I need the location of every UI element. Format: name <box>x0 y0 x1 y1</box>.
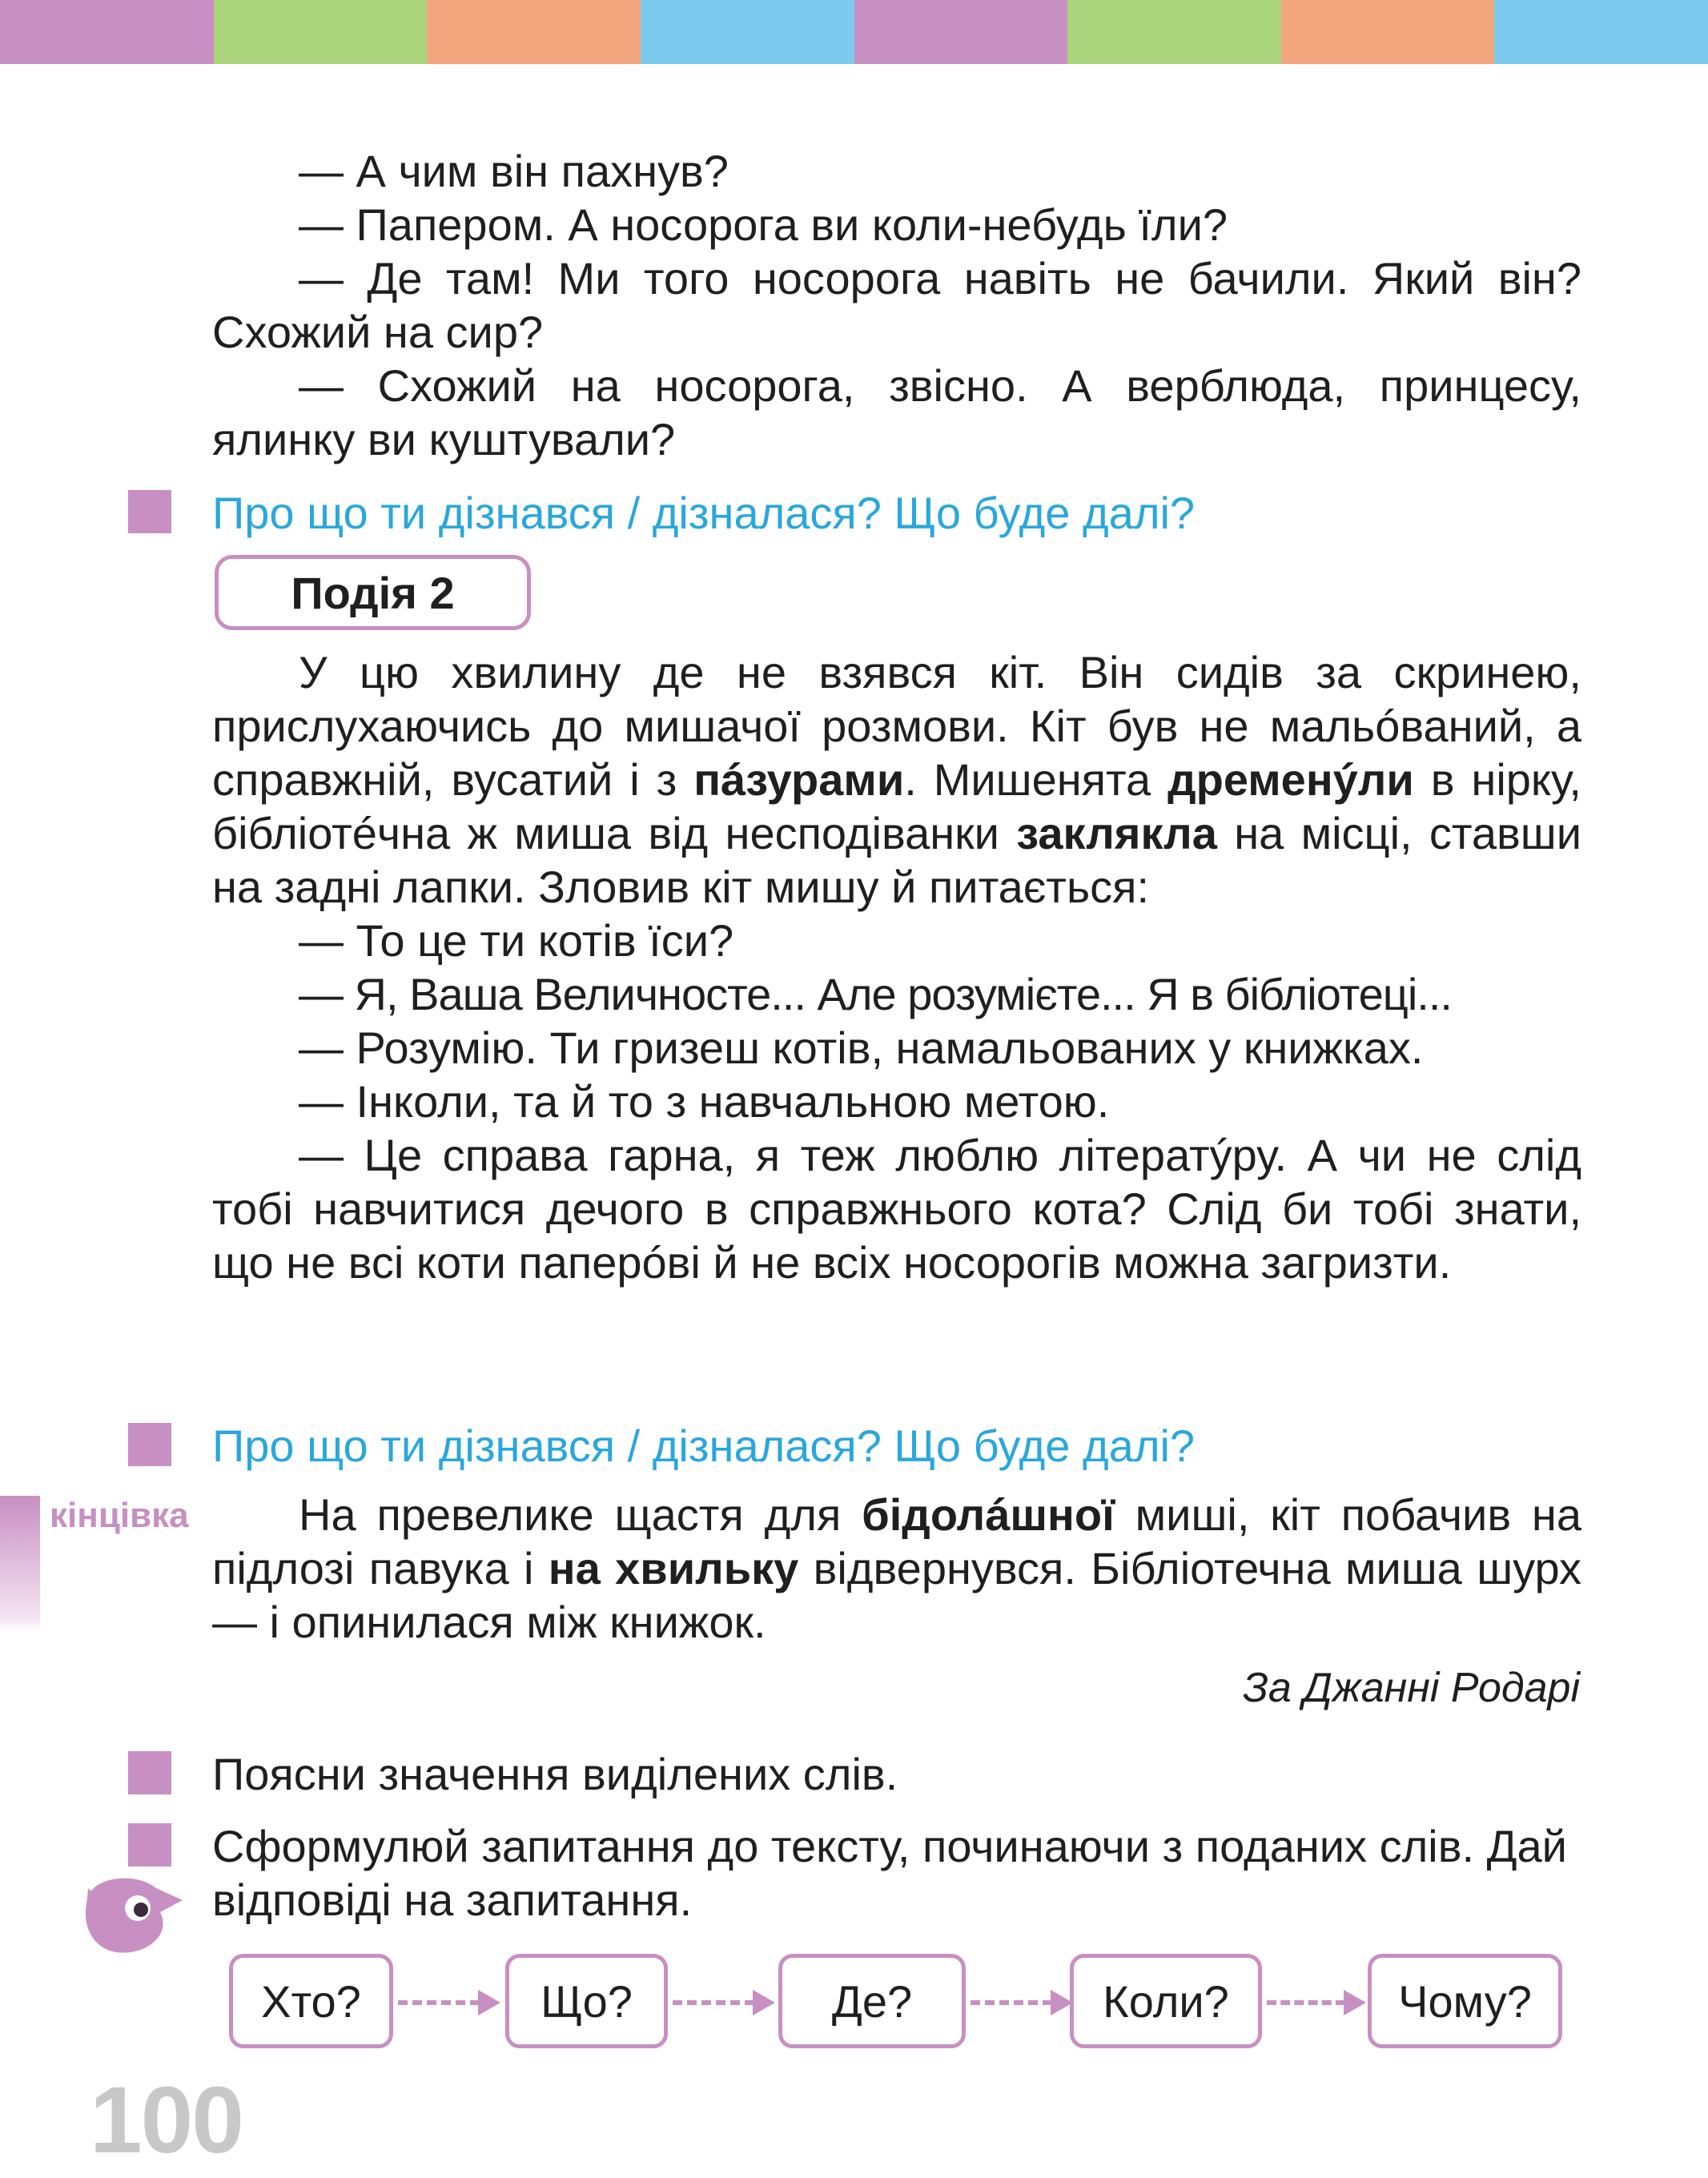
bar-segment <box>427 0 641 64</box>
question-word-box <box>778 1954 966 2048</box>
ending-label: кінцівка <box>50 1496 189 1535</box>
bar-segment <box>854 0 1068 64</box>
task-instruction: Поясни значення виділених слів. <box>212 1749 898 1799</box>
question-word: Що? <box>541 1975 633 2027</box>
arrow-right-icon <box>1267 1998 1366 2007</box>
top-color-bar <box>0 0 1708 64</box>
text-span: відвернувся. Бібліотечна миша шурх — і опинилася між книжок. <box>212 1543 1581 1647</box>
text-line: — То це ти котів їси? <box>299 915 734 966</box>
arrow-right-icon <box>971 1998 1073 2007</box>
question-words-flow <box>0 1954 1708 2053</box>
question-prompt: Про що ти дізнався / дізналася? Що буде далі? <box>212 488 1196 538</box>
text-line: — А чим він пахнув? <box>299 146 729 196</box>
text-span: На превелике щастя для <box>299 1489 862 1540</box>
question-word: Чому? <box>1398 1975 1532 2027</box>
text-line: — Інколи, та й то з навчальною метою. <box>299 1076 1110 1127</box>
task-instruction: Сформулюй запитання до тексту, починаючи з поданих слів. Дай відповіді на запитання. <box>212 1821 1567 1925</box>
text-span: . Мишенята <box>904 754 1168 805</box>
text-line: — Розумію. Ти гризеш котів, намальованих у книжках. <box>299 1023 1424 1073</box>
question-word: Хто? <box>261 1975 361 2027</box>
highlighted-word: бідолáшної <box>862 1489 1115 1540</box>
highlighted-word: дременýли <box>1167 754 1414 805</box>
bar-segment <box>0 0 214 64</box>
question-word-box <box>1070 1954 1262 2048</box>
dialogue-top <box>212 144 1581 466</box>
arrow-right-icon <box>398 1998 500 2007</box>
text-span: У цю хвилину де не взявся кіт. Він сидів за скринею, прислухаючись до мишачої розмови. Кіт був не мальóваний, а справжній, вусатий і з <box>212 647 1581 805</box>
text-line: — Папером. А носорога ви коли-небудь їли? <box>299 199 1228 250</box>
highlighted-word: пáзурами <box>693 754 905 805</box>
bar-segment <box>641 0 854 64</box>
question-word: Де? <box>831 1975 913 2027</box>
bar-segment <box>1281 0 1495 64</box>
event-label-box <box>215 555 531 630</box>
text-span: на місці, ставши на задні лапки. Зловив кіт мишу й питається: <box>212 808 1582 912</box>
question-prompt: Про що ти дізнався / дізналася? Що буде далі? <box>212 1421 1196 1471</box>
task-marker-square <box>128 1751 171 1794</box>
task-marker-square <box>128 1423 171 1466</box>
question-word-box <box>505 1954 668 2048</box>
ending-text <box>212 1488 1581 1649</box>
question-word: Коли? <box>1103 1975 1229 2027</box>
text-line: — Я, Ваша Величносте... Але розумієте... Я в бібліотеці... <box>299 969 1452 1019</box>
question-word-box <box>229 1954 393 2048</box>
text-span: в нірку, бібліотéчна ж миша від несподіванки <box>212 754 1581 858</box>
event-label: Подія 2 <box>291 567 455 618</box>
arrow-right-icon <box>673 1998 775 2007</box>
text-line: — Де там! Ми того носорога навіть не бачили. Який він? Схожий на сир? <box>212 253 1581 357</box>
paragraph <box>212 1488 1581 1649</box>
page-number: 100 <box>90 2067 243 2173</box>
task-marker-square <box>128 490 171 533</box>
highlighted-word: на хвильку <box>548 1543 799 1593</box>
highlighted-word: заклякла <box>1016 808 1217 858</box>
bar-segment <box>1494 0 1708 64</box>
bar-segment <box>1067 0 1281 64</box>
bar-segment <box>214 0 428 64</box>
ending-side-tab <box>0 1496 40 1632</box>
task-marker-square <box>128 1823 171 1867</box>
event2-text <box>212 645 1581 1289</box>
author-attribution: За Джанні Родарі <box>1243 1665 1580 1711</box>
question-word-box <box>1368 1954 1562 2048</box>
text-line: — Схожий на носорога, звісно. А верблюда, принцесу, ялинку ви куштували? <box>212 360 1581 464</box>
text-span: миші, кіт побачив на підлозі павука і <box>212 1489 1582 1593</box>
text-line: — Це справа гарна, я теж люблю літератýру. А чи не слід тобі навчитися дечого в справжнього кота? Слід би тобі знати, що не всі коти паперóві й не всіх носорогів можна загризти. <box>212 1130 1581 1288</box>
bird-icon <box>80 1872 184 1960</box>
paragraph <box>212 645 1581 914</box>
